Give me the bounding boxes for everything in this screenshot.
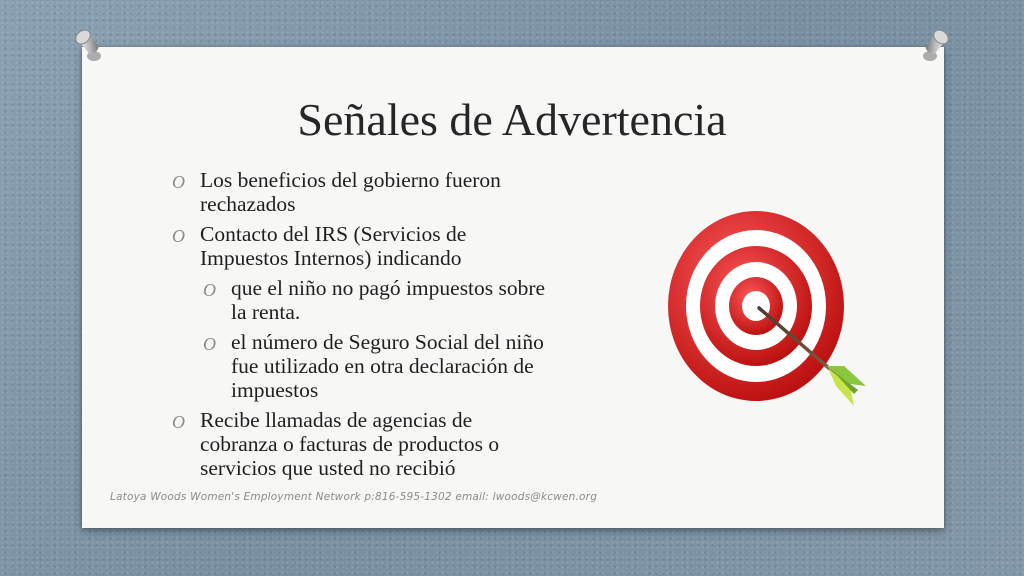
bullet-marker: O [172, 226, 185, 246]
bullet-item [172, 222, 552, 270]
pushpin-icon [70, 28, 110, 68]
pushpin-icon [914, 28, 954, 68]
sub-bullet-item [203, 330, 552, 402]
bullet-text: el número de Seguro Social del niño fue utilizado en otra declaración de impuestos [231, 330, 544, 402]
bullet-marker: O [203, 334, 216, 354]
bullet-text: Contacto del IRS (Servicios de Impuestos Internos) indicando [200, 222, 467, 270]
footer-contact: Latoya Woods Women's Employment Network p:816-595-1302 email: lwoods@kcwen.org [110, 491, 598, 503]
bullet-text: que el niño no pagó impuestos sobre la renta. [231, 276, 546, 324]
bullet-item [172, 168, 552, 216]
bullet-marker: O [172, 172, 185, 192]
bullet-marker: O [172, 412, 185, 432]
bullet-marker: O [203, 280, 216, 300]
bullet-text: Recibe llamadas de agencias de cobranza o facturas de productos o servicios que usted no recibió [200, 408, 500, 480]
bullet-item [172, 408, 552, 480]
bullet-text: Los beneficios del gobierno fueron rechazados [200, 168, 501, 216]
sub-bullet-item [203, 276, 552, 324]
bullet-list [172, 168, 552, 486]
target-with-arrow-icon [668, 206, 878, 416]
slide-title: Señales de Advertencia [297, 94, 727, 145]
